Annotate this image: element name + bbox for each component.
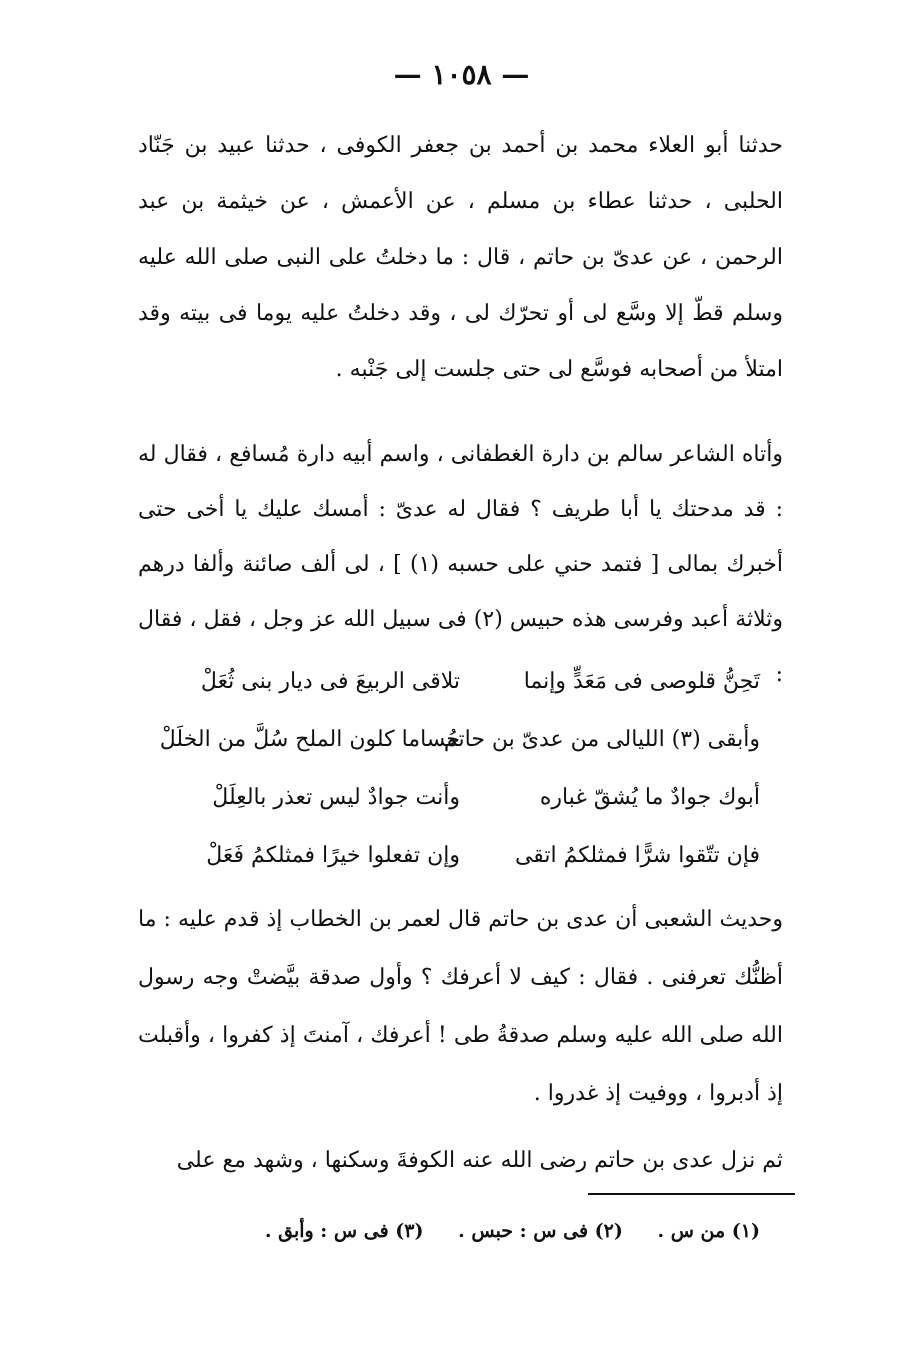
- footnote-1: (١) من س .: [657, 1220, 760, 1242]
- verse-line: [170, 830, 760, 882]
- verse-first-hemistich: فإن تتّقوا شرًّا فمثلكمُ اتقى: [514, 843, 760, 868]
- verse-first-hemistich: تَحِنُّ قلوصى فى مَعَدٍّ وإنما: [523, 669, 760, 694]
- verse-second-hemistich: وأنت جوادٌ ليس تعذر بالعِلَلْ: [212, 785, 460, 810]
- paragraph-2: وأتاه الشاعر سالم بن دارة الغطفانى ، واسم أبيه دارة مُسافع ، فقال له : قد مدحتك يا أبا طريف ؟ فقال له عدىّ : أمسك عليك يا أخى حتى أخبرك بمالى [ فتمد حني على حسبه (١) ] ، لى ألف صائنة وألفا درهم وثلاثة أعبد وفرسى هذه حبيس (٢) فى سبيل الله عز وجل ، فقل ، فقال :: [138, 442, 784, 687]
- paragraph-3: وحديث الشعبى أن عدى بن حاتم قال لعمر بن الخطاب إذ قدم عليه : ما أظنُّك تعرفنى . فقال : كيف لا أعرفك ؟ وأول صدقة بيَّضتْ وجه رسول الله صلى الله عليه وسلم صدقةُ طى ! أعرفك ، آمنتَ إذ كفروا ، وأقبلت إذ أدبروا ، ووفيت إذ غدروا .: [138, 907, 784, 1106]
- paragraph-4: ثم نزل عدى بن حاتم رضى الله عنه الكوفةَ وسكنها ، وشهد مع على: [176, 1148, 783, 1173]
- paragraph-1: حدثنا أبو العلاء محمد بن أحمد بن جعفر الكوفى ، حدثنا عبيد بن جَنّاد الحلبى ، حدثنا عطاء بن مسلم ، عن الأعمش ، عن خيثمة بن عبد الرحمن ، عن عدىّ بن حاتم ، قال : ما دخلتُ على النبى صلى الله عليه وسلم قطّ إلا وسَّع لى أو تحرّك لى ، وقد دخلتُ عليه يوما فى بيته وقد امتلأ من أصحابه فوسَّع لى حتى جلست إلى جَنْبه .: [138, 133, 783, 382]
- verse-line: [159, 714, 760, 766]
- verse-first-hemistich: وأبقى (٣) الليالى من عدىّ بن حاتم: [443, 727, 760, 752]
- verse-first-hemistich: أبوك جوادٌ ما يُشقّ غباره: [539, 785, 760, 810]
- verse-second-hemistich: وإن تفعلوا خيرًا فمثلكمُ فَعَلْ: [206, 843, 460, 868]
- verse-second-hemistich: حُساما كلون الملح سُلَّ من الخلَلْ: [159, 727, 460, 752]
- footnotes: [250, 1220, 760, 1242]
- page-number: — ١٠٥٨ —: [393, 58, 530, 91]
- verse-line: [170, 656, 760, 708]
- footnote-2: (٢) فى س : حبس .: [458, 1220, 623, 1242]
- footnote-3: (٣) فى س : وأبق .: [264, 1220, 424, 1242]
- verse-line: [170, 772, 760, 824]
- footnote-divider: [588, 1193, 795, 1195]
- verse-second-hemistich: تلاقى الربيعَ فى ديار بنى ثُعَلْ: [200, 669, 460, 694]
